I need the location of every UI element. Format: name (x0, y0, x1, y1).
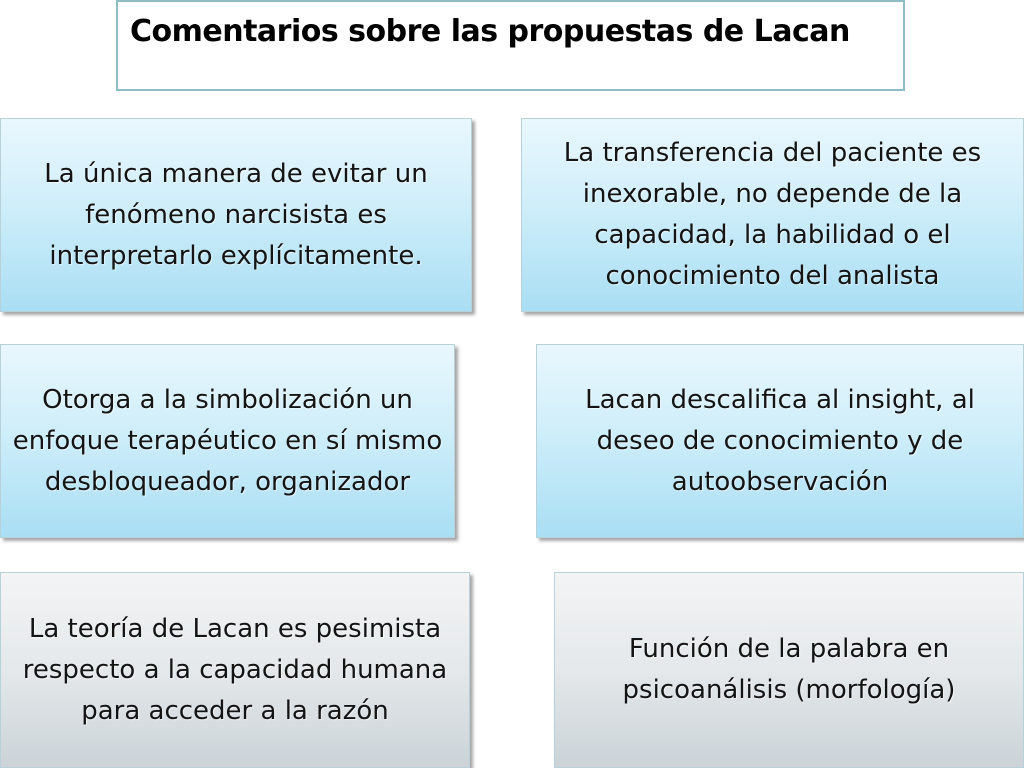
comment-box-1 (0, 118, 472, 312)
comment-box-3 (0, 344, 455, 538)
comment-box-5 (0, 572, 470, 768)
title-box (116, 0, 905, 91)
comment-text-5: La teoría de Lacan es pesimista respecto a la capacidad humana para acceder a la razón (22, 613, 448, 726)
comment-text-2: La transferencia del paciente es inexorable, no depende de la capacidad, la habilidad o el conocimiento del analista (563, 138, 982, 291)
comment-text-4: Lacan descalifica al insight, al deseo de conocimiento y de autoobservación (585, 384, 975, 497)
comment-box-2 (521, 118, 1024, 312)
comment-text-1: La única manera de evitar un fenómeno narcisista es interpretarlo explícitamente. (44, 158, 428, 271)
comment-box-4 (536, 344, 1024, 538)
comment-box-6 (554, 572, 1024, 768)
page-title: Comentarios sobre las propuestas de Lacan (130, 14, 850, 49)
comment-text-6: Función de la palabra en psicoanálisis (morfología) (622, 634, 956, 705)
comment-text-3: Otorga a la simbolización un enfoque terapéutico en sí mismo desbloqueador, organizador (12, 384, 443, 497)
